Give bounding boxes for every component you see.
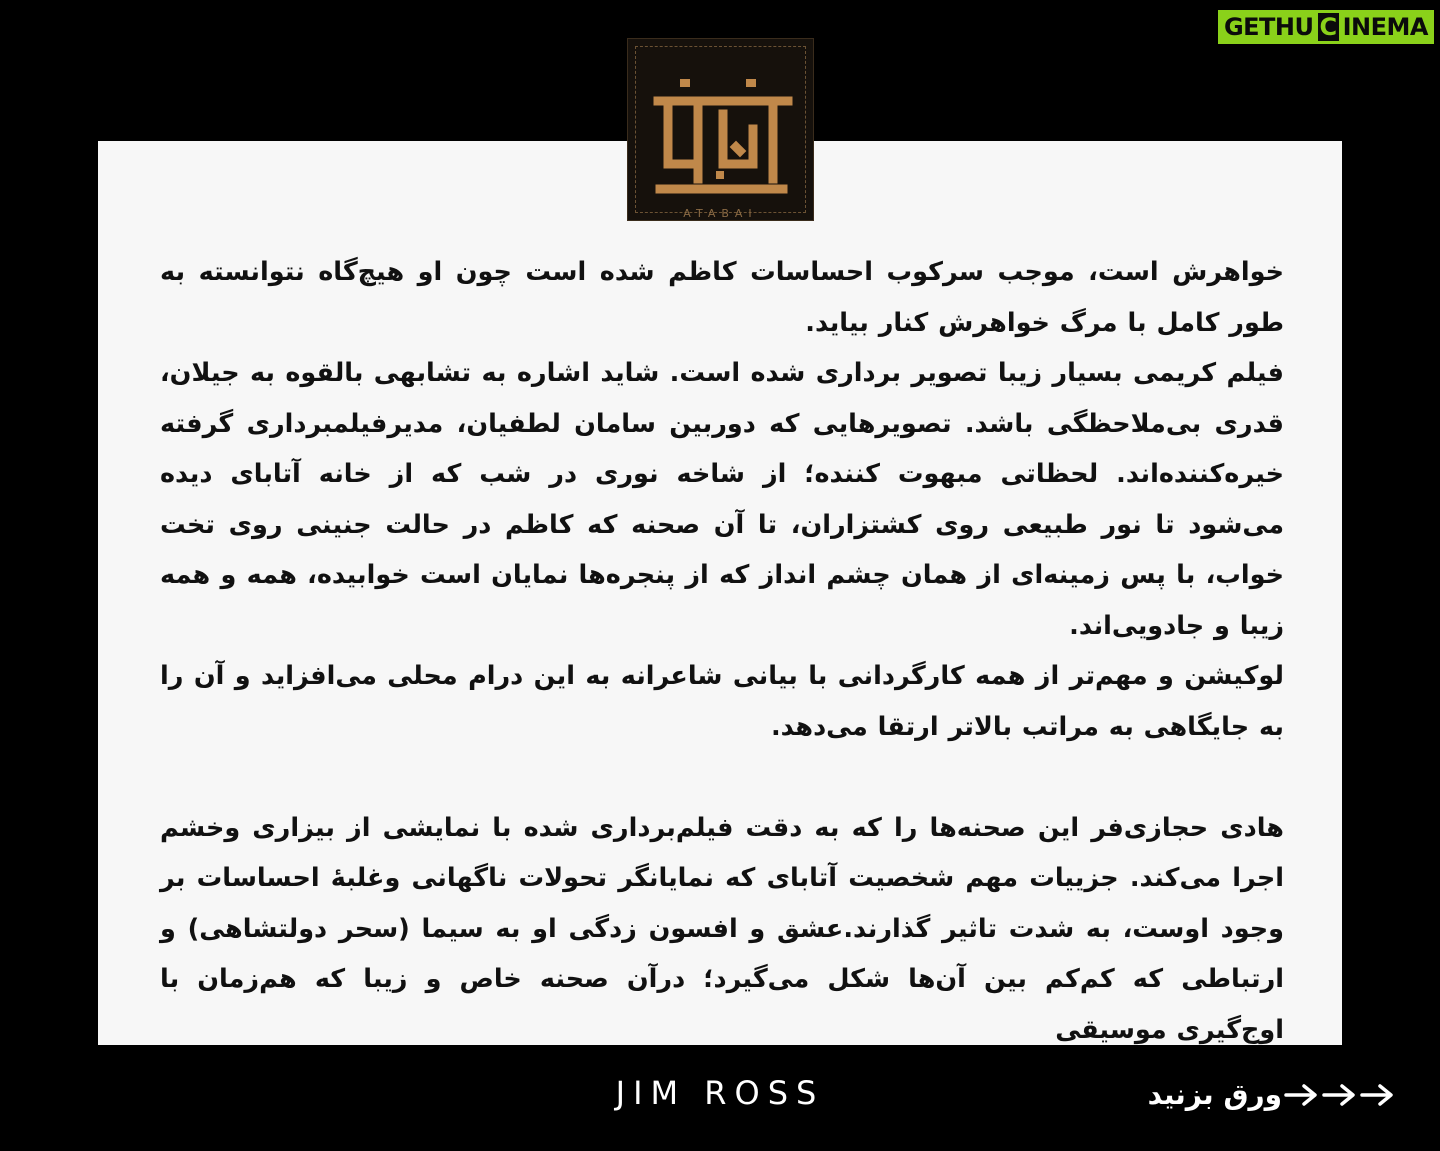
swipe-label: ورق بزنید xyxy=(1147,1078,1282,1111)
arrow-right-icon xyxy=(1324,1086,1353,1104)
author-name: JIM ROSS xyxy=(615,1074,825,1112)
gethucinema-logo xyxy=(1218,10,1434,44)
poster-subtitle: ATABAI xyxy=(683,207,758,220)
brand-part-3: INEMA xyxy=(1339,10,1434,44)
brand-part-1: GETHU xyxy=(1218,10,1318,44)
paragraph-gap xyxy=(160,752,1284,803)
paragraph: هادی حجازی‌فر این صحنه‌ها را که به دقت فیلم‌برداری شده با نمایشی از بیزاری وخشم اجرا می‌کند. جزییات مهم شخصیت آتابای که نمایانگر تحولات ناگهانی وغلبۀ احساسات بر وجود اوست، به شدت تاثیر گذارند.عشق و افسون زدگی او به سیما (سحر دولتشاهی) و ارتباطی که کم‌کم بین آن‌ها شکل می‌گیرد؛ درآن صحنه خاص و زیبا که هم‌زمان با اوج‌گیری موسیقی xyxy=(160,812,1284,1045)
swipe-hint xyxy=(1148,1078,1400,1111)
paragraph: فیلم کریمی بسیار زیبا تصویر برداری شده است. شاید اشاره به تشابهی بالقوه به جیلان، قدری بی‌ملاحظگی باشد. تصویرهایی که دوربین سامان لطفیان، مدیرفیلمبرداری گرفته خیره‌کننده‌اند. لحظاتی مبهوت کننده؛ از شاخه نوری در شب که از خانه آتابای دیده می‌شود تا نور طبیعی روی کشتزاران، تا آن صحنه که کاظم در حالت جنینی روی تخت خواب، با پس زمینه‌ای از همان چشم انداز که از پنجره‌ها نمایان است خوابیده، همه و همه زیبا و جادویی‌اند. xyxy=(160,358,1284,641)
arrow-right-icon xyxy=(1362,1086,1391,1104)
brand-part-2: C xyxy=(1318,10,1339,44)
paragraph: خواهرش است، موجب سرکوب احساسات کاظم شده است چون او هیچ‌گاه نتوانسته به طور کامل با مرگ خواهرش کنار بیاید. xyxy=(160,257,1284,338)
atabai-calligraphy-icon xyxy=(628,39,815,222)
swipe-arrows xyxy=(1282,1080,1400,1110)
paragraph: لوکیشن و مهم‌تر از همه کارگردانی با بیانی شاعرانه به این درام محلی می‌افزاید و آن را به جایگاهی به مراتب بالاتر ارتقا می‌دهد. xyxy=(160,661,1284,742)
arrow-right-icon xyxy=(1286,1086,1315,1104)
film-poster-logo xyxy=(627,38,814,221)
article-text xyxy=(160,247,1284,1055)
